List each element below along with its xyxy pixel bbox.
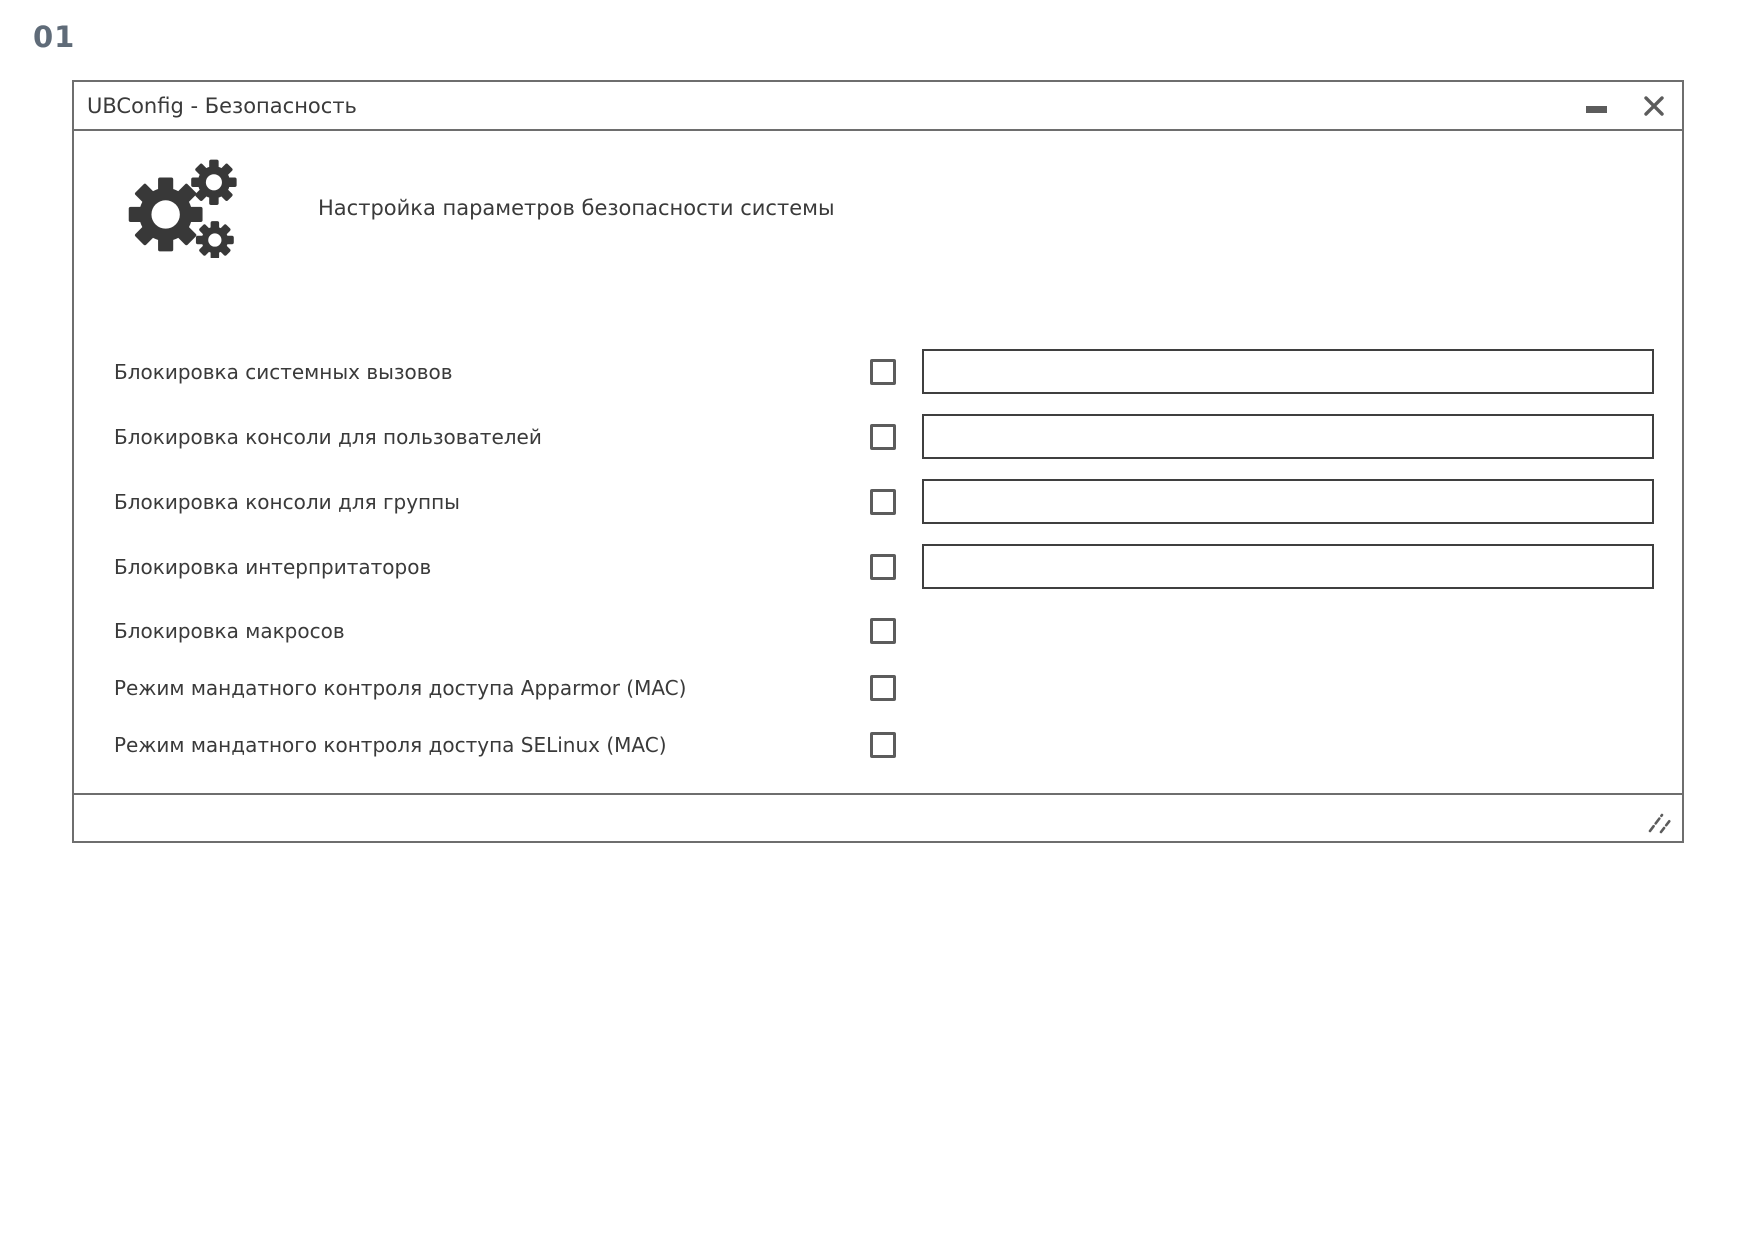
page-title: Настройка параметров безопасности системы — [318, 196, 835, 220]
titlebar[interactable] — [74, 82, 1682, 131]
window-controls — [1584, 94, 1666, 118]
window-title: UBConfig - Безопасность — [87, 93, 357, 118]
setting-row-console-users — [114, 414, 1654, 459]
checkbox-interpreters[interactable] — [870, 554, 896, 580]
checkbox-macros[interactable] — [870, 618, 896, 644]
setting-row-apparmor — [114, 675, 1654, 701]
setting-label: Блокировка консоли для пользователей — [114, 424, 542, 449]
window-content — [74, 131, 1682, 793]
setting-label: Блокировка консоли для группы — [114, 489, 460, 514]
status-bar — [74, 793, 1682, 841]
page-number: 01 — [33, 20, 76, 54]
setting-row-interpreters — [114, 544, 1654, 589]
minimize-button[interactable] — [1584, 94, 1608, 118]
checkbox-console-group[interactable] — [870, 489, 896, 515]
input-interpreters[interactable] — [922, 544, 1654, 589]
minimize-icon — [1586, 106, 1607, 113]
checkbox-console-users[interactable] — [870, 424, 896, 450]
setting-row-selinux — [114, 732, 1654, 758]
input-console-users[interactable] — [922, 414, 1654, 459]
setting-label: Режим мандатного контроля доступа Apparmor (MAC) — [114, 676, 687, 700]
checkbox-apparmor[interactable] — [870, 675, 896, 701]
input-console-group[interactable] — [922, 479, 1654, 524]
setting-row-system-calls — [114, 349, 1654, 394]
setting-row-macros — [114, 618, 1654, 644]
header-row — [114, 152, 1654, 258]
setting-label: Режим мандатного контроля доступа SELinux (MAC) — [114, 733, 667, 757]
close-button[interactable] — [1642, 94, 1666, 118]
settings-list — [114, 349, 1654, 789]
setting-label: Блокировка макросов — [114, 619, 345, 643]
setting-label: Блокировка системных вызовов — [114, 359, 453, 384]
window-ubconfig-security — [72, 80, 1684, 843]
setting-row-console-group — [114, 479, 1654, 524]
setting-label: Блокировка интерпритаторов — [114, 554, 432, 579]
gears-icon — [114, 152, 240, 258]
input-system-calls[interactable] — [922, 349, 1654, 394]
checkbox-selinux[interactable] — [870, 732, 896, 758]
checkbox-system-calls[interactable] — [870, 359, 896, 385]
resize-grip-icon[interactable] — [1646, 809, 1676, 835]
close-icon — [1642, 94, 1666, 118]
